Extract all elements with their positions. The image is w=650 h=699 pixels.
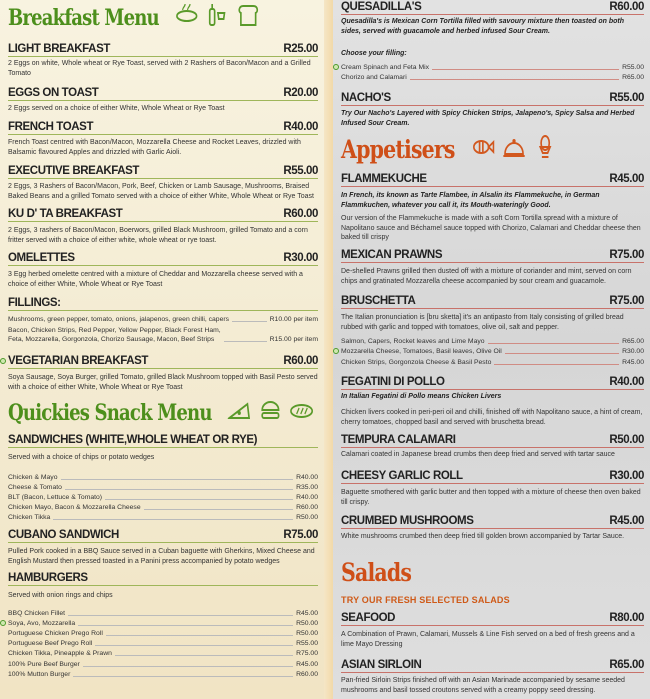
burger-icon bbox=[259, 398, 282, 428]
option-label: Chicken & Mayo bbox=[8, 474, 58, 481]
option-price: R50.00 bbox=[296, 514, 318, 521]
menu-item-tagline: Quesadilla's is Mexican Corn Tortilla filled with savoury mixture then toasted on both sides, served with guacamole and herbed infused Sour Cream. bbox=[341, 18, 625, 35]
menu-item-eggs-on-toast[interactable] bbox=[8, 86, 318, 101]
option-row[interactable] bbox=[341, 337, 644, 346]
bottle-glass-icon bbox=[206, 3, 229, 33]
menu-item-tempura-calamari[interactable] bbox=[341, 433, 644, 448]
vegetarian-marker-icon bbox=[0, 358, 6, 364]
soup-bowl-icon bbox=[175, 3, 198, 33]
toast-icon bbox=[238, 3, 261, 33]
menu-item-name: QUESADILLA'S bbox=[341, 1, 422, 13]
egg-cup-icon bbox=[533, 134, 556, 164]
menu-item-description: Served with onion rings and chips bbox=[8, 592, 113, 599]
option-label: BLT (Bacon, Lettuce & Tomato) bbox=[8, 494, 103, 501]
dot-leader bbox=[78, 625, 293, 626]
menu-item-name: CHEESY GARLIC ROLL bbox=[341, 470, 463, 482]
breakfast-snack-panel bbox=[0, 0, 324, 699]
menu-item-description: Served with a choice of chips or potato wedges bbox=[8, 454, 155, 461]
section-icons bbox=[175, 3, 260, 33]
menu-item-description: Soya Sausage, Soya Burger, grilled Tomato, grilled Black Mushroom topped with Basil Pesto served with a choice of either White, Whole Wheat or Rye Toast bbox=[8, 374, 318, 391]
option-price: R75.00 bbox=[296, 650, 318, 657]
option-price: R50.00 bbox=[296, 620, 318, 627]
option-price: R45.00 bbox=[296, 610, 318, 617]
menu-item-price: R60.00 bbox=[609, 1, 644, 13]
menu-item-name: MEXICAN PRAWNS bbox=[341, 249, 443, 261]
option-price: R65.00 bbox=[622, 74, 644, 81]
menu-item-description: Our version of the Flammekuche is made with a soft Corn Tortilla spread with a mixture of Napolitano sauce and Béchamel sauce topped with Chorizo, Calamari and Cheddar cheese then baked till crispy bbox=[341, 215, 641, 241]
option-label: Salmon, Capers, Rocket leaves and Lime Mayo bbox=[341, 338, 485, 345]
option-label: Cheese & Tomato bbox=[8, 484, 62, 491]
menu-item-name: FLAMMEKUCHE bbox=[341, 173, 427, 185]
option-row[interactable] bbox=[8, 619, 318, 628]
menu-item-price: R55.00 bbox=[609, 92, 644, 104]
option-row[interactable] bbox=[8, 493, 318, 502]
menu-item-price: R65.00 bbox=[609, 659, 644, 671]
menu-item-price: R80.00 bbox=[609, 612, 644, 624]
dot-leader bbox=[232, 321, 267, 322]
menu-item-price: R45.00 bbox=[609, 173, 644, 185]
menu-item-name: SANDWICHES (WHITE,WHOLE WHEAT OR RYE) bbox=[8, 434, 258, 446]
option-price: R15.00 per item bbox=[269, 336, 318, 343]
option-label: Portuguese Chicken Prego Roll bbox=[8, 630, 103, 637]
dot-leader bbox=[73, 676, 293, 677]
dot-leader bbox=[410, 79, 619, 80]
right-menu-column bbox=[341, 0, 644, 699]
menu-item-description: French Toast centred with Bacon/Macon, Mozzarella Cheese and Rocket Leaves, drizzled with Balsamic flavoured Apples and drizzled with Garlic Aioli. bbox=[8, 139, 301, 156]
option-row[interactable] bbox=[341, 73, 644, 82]
menu-item-price: R50.00 bbox=[609, 434, 644, 446]
section-title-text: Salads bbox=[341, 558, 412, 587]
section-title-text: Breakfast Menu bbox=[8, 5, 159, 31]
option-label: Chicken Tikka bbox=[8, 514, 51, 521]
menu-item-name: TEMPURA CALAMARI bbox=[341, 434, 456, 446]
menu-item-hamburgers[interactable] bbox=[8, 571, 318, 586]
menu-item-fegatini-di-pollo[interactable] bbox=[341, 375, 644, 390]
option-price: R10.00 per item bbox=[269, 316, 318, 323]
panel-divider bbox=[324, 0, 333, 699]
dot-leader bbox=[65, 489, 293, 490]
menu-item-seafood[interactable] bbox=[341, 611, 644, 626]
dot-leader bbox=[95, 645, 293, 646]
menu-item-description: Pan-fried Sirloin Strips finished off with an Asian Marinade accompanied by sesame seeded mushrooms and basil tossed croutons served with a creamy poppy seed dressing. bbox=[341, 677, 625, 694]
menu-item-price: R45.00 bbox=[609, 515, 644, 527]
menu-item-ku-d-ta-breakfast[interactable] bbox=[8, 207, 318, 222]
menu-item-description: 2 Eggs on white, Whole wheat or Rye Toast, served with 2 Rashers of Bacon/Macon and a Grilled Tomato bbox=[8, 60, 311, 77]
menu-item-name: VEGETARIAN BREAKFAST bbox=[8, 355, 149, 367]
menu-item-description: 2 Eggs served on a choice of either White, Whole Wheat or Rye Toast bbox=[8, 105, 225, 112]
dot-leader bbox=[488, 343, 620, 344]
vegetarian-marker-icon bbox=[333, 64, 339, 70]
menu-item-description: 2 Eggs, 3 rashers of Bacon/Macon, Boerwors, grilled Black Mushroom, grilled Tomato and a corn fritter served with a choice of either white, whole wheat or rye toast. bbox=[8, 227, 308, 244]
menu-item-sandwiches-white-whole-wheat-or-rye[interactable] bbox=[8, 433, 318, 448]
option-label: Chicken Strips, Gorgonzola Cheese & Basil Pesto bbox=[341, 359, 492, 366]
vegetarian-marker-icon bbox=[333, 348, 339, 354]
dot-leader bbox=[68, 615, 293, 616]
option-row[interactable] bbox=[341, 347, 644, 356]
menu-item-executive-breakfast[interactable] bbox=[8, 164, 318, 179]
option-row[interactable] bbox=[8, 326, 318, 344]
option-label: Mozzarella Cheese, Tomatoes, Basil leaves, Olive Oil bbox=[341, 348, 502, 355]
menu-item-description: De-shelled Prawns grilled then dusted off with a mixture of coriander and mint, served on corn chips and gratinated Mozzarella cheese accompanied by sour cream and guacamole. bbox=[341, 268, 632, 285]
option-row[interactable] bbox=[8, 660, 318, 669]
menu-item-price: R60.00 bbox=[283, 208, 318, 220]
left-menu-column bbox=[8, 0, 318, 699]
menu-item-crumbed-mushrooms[interactable] bbox=[341, 514, 644, 529]
menu-item-price: R20.00 bbox=[283, 87, 318, 99]
menu-item-tagline: In Italian Fegatini di Pollo means Chicken Livers bbox=[341, 393, 502, 400]
option-label: Portuguese Beef Prego Roll bbox=[8, 640, 93, 647]
option-label: 100% Mutton Burger bbox=[8, 671, 71, 678]
menu-item-price: R25.00 bbox=[283, 43, 318, 55]
option-label: 100% Pure Beef Burger bbox=[8, 661, 80, 668]
menu-item-nacho-s[interactable] bbox=[341, 91, 644, 106]
fish-icon bbox=[471, 134, 494, 164]
menu-item-light-breakfast[interactable] bbox=[8, 42, 318, 57]
option-price: R40.00 bbox=[296, 474, 318, 481]
menu-item-name: HAMBURGERS bbox=[8, 572, 88, 584]
option-label: Mushrooms, green pepper, tomato, onions, jalapenos, green chilli, capers bbox=[8, 316, 230, 323]
section-title-breakfast-menu bbox=[8, 3, 262, 33]
option-label: Chicken Mayo, Bacon & Mozzarella Cheese bbox=[8, 504, 141, 511]
dot-leader bbox=[494, 364, 619, 365]
menu-item-name: FEGATINI DI POLLO bbox=[341, 376, 445, 388]
dot-leader bbox=[53, 519, 293, 520]
option-price: R35.00 bbox=[296, 484, 318, 491]
dot-leader bbox=[61, 479, 294, 480]
menu-item-price: R75.00 bbox=[283, 529, 318, 541]
menu-item-bruschetta[interactable] bbox=[341, 294, 644, 309]
option-price: R30.00 bbox=[622, 348, 644, 355]
pizza-slice-icon bbox=[228, 398, 251, 428]
dot-leader bbox=[106, 635, 293, 636]
menu-item-mexican-prawns[interactable] bbox=[341, 248, 644, 263]
menu-item-french-toast[interactable] bbox=[8, 120, 318, 135]
option-label: Cream Spinach and Feta Mix bbox=[341, 64, 430, 71]
menu-item-name: LIGHT BREAKFAST bbox=[8, 43, 110, 55]
menu-item-quesadilla-s[interactable] bbox=[341, 0, 644, 15]
option-price: R50.00 bbox=[296, 630, 318, 637]
menu-item-name: FILLINGS: bbox=[8, 297, 61, 309]
menu-item-name: EGGS ON TOAST bbox=[8, 87, 99, 99]
menu-item-price: R40.00 bbox=[283, 121, 318, 133]
menu-item-description: Chicken livers cooked in peri-peri oil and chilli, finished off with Napolitano sauce, a hint of cream, cherry tomatoes, chopped basil and served with bruschetta bread. bbox=[341, 409, 643, 426]
option-row[interactable] bbox=[341, 63, 644, 72]
option-price: R55.00 bbox=[296, 640, 318, 647]
option-label: BBQ Chicken Fillet bbox=[8, 610, 66, 617]
menu-item-tagline: In French, its known as Tarte Flambee, in Alsalin its Flammekuche, in German Flammkuchen, whatever you call it, its Mouth-wateringly Good. bbox=[341, 192, 600, 209]
menu-item-description: Pulled Pork cooked in a BBQ Sauce served in a Cuban baguette with Gherkins, Mixed Cheese and English Mustard then pressed toasted in a Panini press accompanied by potato wedges bbox=[8, 548, 315, 565]
dot-leader bbox=[224, 341, 267, 342]
option-price: R65.00 bbox=[622, 338, 644, 345]
option-label: Chorizo and Calamari bbox=[341, 74, 407, 81]
menu-item-price: R75.00 bbox=[609, 295, 644, 307]
option-label: Chicken Tikka, Pineapple & Prawn bbox=[8, 650, 112, 657]
section-icons bbox=[471, 134, 556, 164]
menu-item-price: R40.00 bbox=[609, 376, 644, 388]
option-row[interactable] bbox=[8, 473, 318, 482]
menu-item-flammekuche[interactable] bbox=[341, 172, 644, 187]
cloche-icon bbox=[502, 134, 525, 164]
menu-item-description: The Italian pronunciation is [bru sketta] it's an antipasto from Italy consisting of grilled bread rubbed with garlic and topped with tomatoes, olive oil, salt and pepper. bbox=[341, 314, 624, 331]
baguette-icon bbox=[290, 398, 313, 428]
option-price: R45.00 bbox=[622, 359, 644, 366]
section-title-quickies-snack-menu bbox=[8, 398, 262, 428]
menu-item-description: A Combination of Prawn, Calamari, Mussels & Line Fish served on a bed of fresh greens and a lime Mayo Dressing bbox=[341, 631, 635, 648]
menu-item-name: BRUSCHETTA bbox=[341, 295, 416, 307]
option-price: R60.00 bbox=[296, 504, 318, 511]
appetisers-salads-panel bbox=[333, 0, 650, 699]
section-title-text: Quickies Snack Menu bbox=[8, 400, 212, 426]
option-row[interactable] bbox=[341, 358, 644, 367]
menu-item-vegetarian-breakfast[interactable] bbox=[8, 354, 318, 369]
option-price: R45.00 bbox=[296, 661, 318, 668]
option-row[interactable] bbox=[8, 629, 318, 638]
menu-item-name: SEAFOOD bbox=[341, 612, 396, 624]
menu-item-description: Calamari coated in Japanese bread crumbs then deep fried and served with tartar sauce bbox=[341, 451, 615, 458]
menu-item-price: R55.00 bbox=[283, 165, 318, 177]
dot-leader bbox=[144, 509, 293, 510]
menu-item-name: CUBANO SANDWICH bbox=[8, 529, 119, 541]
option-price: R40.00 bbox=[296, 494, 318, 501]
filling-subheading: Choose your filling: bbox=[341, 50, 407, 57]
menu-item-price: R30.00 bbox=[609, 470, 644, 482]
menu-item-price: R30.00 bbox=[283, 252, 318, 264]
section-subtitle: TRY OUR FRESH SELECTED SALADS bbox=[341, 595, 510, 605]
option-row[interactable] bbox=[8, 609, 318, 618]
menu-item-description: White mushrooms crumbed then deep fried till golden brown accompanied by Tartar Sauce. bbox=[341, 533, 625, 540]
section-title-salads bbox=[341, 558, 589, 587]
option-row[interactable] bbox=[8, 503, 318, 512]
section-title-text: Appetisers bbox=[341, 134, 455, 164]
option-row[interactable] bbox=[8, 315, 318, 324]
dot-leader bbox=[105, 499, 293, 500]
option-price: R60.00 bbox=[296, 671, 318, 678]
menu-item-price: R75.00 bbox=[609, 249, 644, 261]
vegetarian-marker-icon bbox=[0, 620, 6, 626]
menu-item-name: ASIAN SIRLOIN bbox=[341, 659, 422, 671]
dot-leader bbox=[505, 353, 619, 354]
section-icons bbox=[228, 398, 313, 428]
menu-item-name: CRUMBED MUSHROOMS bbox=[341, 515, 474, 527]
menu-item-name: NACHO'S bbox=[341, 92, 391, 104]
option-row[interactable] bbox=[8, 649, 318, 658]
menu-item-description: Baguette smothered with garlic butter and then topped with a mixture of cheese then oven baked till crispy. bbox=[341, 489, 641, 506]
option-price: R55.00 bbox=[622, 64, 644, 71]
menu-item-cheesy-garlic-roll[interactable] bbox=[341, 469, 644, 484]
menu-item-fillings[interactable] bbox=[8, 296, 318, 311]
dot-leader bbox=[83, 666, 293, 667]
section-title-appetisers bbox=[341, 134, 589, 164]
option-row[interactable] bbox=[8, 513, 318, 522]
menu-item-tagline: Try Our Nacho's Layered with Spicy Chicken Strips, Jalapeno's, Spicy Salsa and Herbed Infused Sour Cream. bbox=[341, 110, 635, 127]
menu-item-name: KU D' TA BREAKFAST bbox=[8, 208, 123, 220]
menu-item-description: 2 Eggs, 3 Rashers of Bacon/Macon, Pork, Beef, Chicken or Lamb Sausage, Mushrooms, Braised Baked Beans and a grilled Tomato served with a choice of either White, Whole Wheat or Rye Toast bbox=[8, 183, 314, 200]
option-row[interactable] bbox=[8, 639, 318, 648]
menu-item-name: OMELETTES bbox=[8, 252, 75, 264]
menu-item-asian-sirloin[interactable] bbox=[341, 658, 644, 673]
menu-item-name: FRENCH TOAST bbox=[8, 121, 94, 133]
menu-item-omelettes[interactable] bbox=[8, 251, 318, 266]
menu-item-description: 3 Egg herbed omelette centred with a mixture of Cheddar and Mozzarella cheese served with a choice of either White, Whole Wheat or Rye Toast bbox=[8, 271, 303, 288]
dot-leader bbox=[115, 655, 293, 656]
menu-item-name: EXECUTIVE BREAKFAST bbox=[8, 165, 140, 177]
option-row[interactable] bbox=[8, 670, 318, 679]
option-label: Bacon, Chicken Strips, Red Pepper, Yellow Pepper, Black Forest Ham, Feta, Mozzarella, Gorgonzola, Chorizo Sausage, Macon, Beef Strips bbox=[8, 327, 221, 343]
menu-item-cubano-sandwich[interactable] bbox=[8, 528, 318, 543]
option-label: Soya, Avo, Mozzarella bbox=[8, 620, 76, 627]
menu-item-price: R60.00 bbox=[283, 355, 318, 367]
dot-leader bbox=[432, 69, 619, 70]
option-row[interactable] bbox=[8, 483, 318, 492]
